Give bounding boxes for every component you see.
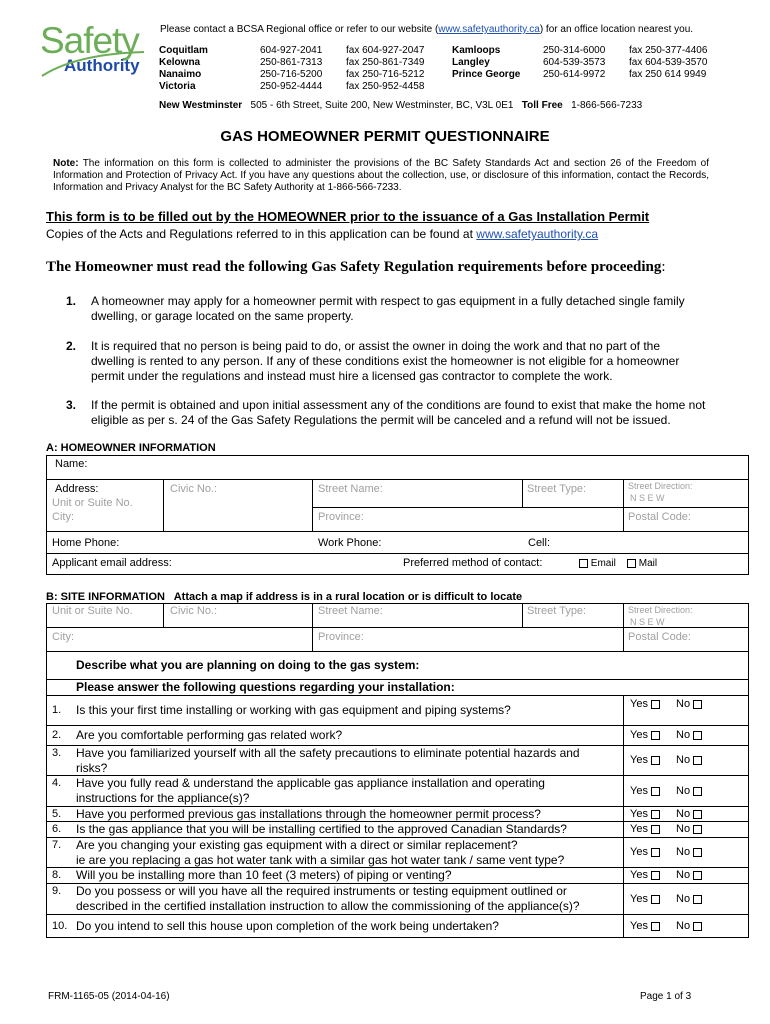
no-checkbox[interactable] bbox=[693, 871, 702, 880]
logo-bottom-text: Authority bbox=[64, 56, 140, 75]
question-number: 1. bbox=[52, 704, 62, 716]
yes-checkbox[interactable] bbox=[651, 922, 660, 931]
privacy-note: Note: The information on this form is collected to administer the provisions of the BC Safety Standards Act and section 26 of the Freedom of Information and Protection of Privacy Act. If you have any questions about the collection, use, or disclosure of this information, contact the Records, Information and Privacy Analyst for the BC Safety Authority at 1-866-566-7233. bbox=[53, 158, 709, 193]
office-city: Kamloops bbox=[452, 45, 501, 56]
offices_right-row bbox=[452, 57, 725, 69]
email-checkbox[interactable] bbox=[579, 559, 588, 568]
name-field[interactable]: Name: bbox=[55, 458, 88, 470]
acts-text: Copies of the Acts and Regulations referred to in this application can be found at www.safetyauthority.ca bbox=[46, 227, 599, 241]
no-checkbox[interactable] bbox=[693, 895, 702, 904]
describe-work-field[interactable]: Describe what you are planning on doing to the gas system: bbox=[76, 658, 420, 672]
question-text: Will you be installing more than 10 feet (3 meters) of piping or venting? bbox=[76, 868, 452, 882]
question-number: 8. bbox=[52, 869, 62, 881]
acts-link[interactable]: www.safetyauthority.ca bbox=[476, 227, 599, 241]
no-checkbox[interactable] bbox=[693, 810, 702, 819]
question-text: Is the gas appliance that you will be installing certified to the approved Canadian Standards? bbox=[76, 822, 567, 836]
no-option[interactable]: No bbox=[676, 698, 702, 710]
work-phone-field[interactable]: Work Phone: bbox=[318, 537, 382, 549]
yes-checkbox[interactable] bbox=[651, 825, 660, 834]
site-province-field[interactable]: Province: bbox=[318, 631, 364, 643]
logo-swoosh-icon bbox=[36, 46, 146, 80]
question-text-continued: described in the certified installation instruction to allow the commissioning of the appliance(s)? bbox=[76, 899, 580, 913]
no-option[interactable]: No bbox=[676, 754, 702, 766]
offices_left-row bbox=[159, 57, 442, 69]
no-checkbox[interactable] bbox=[693, 825, 702, 834]
offices_left-row bbox=[159, 81, 442, 93]
requirement-text: It is required that no person is being paid to do, or assist the owner in doing the work and that no part of the bbox=[91, 339, 661, 353]
question-number: 9. bbox=[52, 885, 62, 897]
yes-option[interactable]: Yes bbox=[630, 920, 660, 932]
no-option[interactable]: No bbox=[676, 869, 702, 881]
office-city: Victoria bbox=[159, 81, 196, 92]
contact-note: Please contact a BCSA Regional office or refer to our website (www.safetyauthority.ca) for an office location nearest you. bbox=[160, 24, 694, 35]
new-westminster-line: New Westminster 505 - 6th Street, Suite 200, New Westminster, BC, V3L 0E1 Toll Free 1-866-566-7233 bbox=[159, 100, 643, 111]
question-number: 7. bbox=[52, 839, 62, 851]
province-field[interactable]: Province: bbox=[318, 511, 364, 523]
question-text: Do you possess or will you have all the required instruments or testing equipment outlined or bbox=[76, 884, 567, 898]
question-number: 10. bbox=[52, 920, 68, 932]
question-text: Do you intend to sell this house upon completion of the work being undertaken? bbox=[76, 919, 499, 933]
requirement-text: permit under the regulations and instead must hire a licensed gas contractor to complete the work. bbox=[91, 369, 613, 383]
question-text: Have you fully read & understand the applicable gas appliance installation and operating bbox=[76, 776, 545, 790]
no-checkbox[interactable] bbox=[693, 756, 702, 765]
office-city: Langley bbox=[452, 57, 490, 68]
requirement-text: dwelling is rented to any person. If any of these conditions exist the homeowner is not eligible for a homeowner bbox=[91, 354, 680, 368]
site-street-type-field[interactable]: Street Type: bbox=[527, 605, 587, 617]
website-link[interactable]: www.safetyauthority.ca bbox=[438, 24, 540, 35]
office-phone: 604-927-2041 bbox=[260, 45, 323, 56]
mail-option[interactable]: Mail bbox=[624, 557, 657, 570]
yes-checkbox[interactable] bbox=[651, 895, 660, 904]
question-text-continued: risks? bbox=[76, 761, 108, 775]
site-unit-field[interactable]: Unit or Suite No. bbox=[52, 605, 133, 617]
office-fax: fax 250-716-5212 bbox=[346, 69, 425, 80]
question-number: 4. bbox=[52, 777, 62, 789]
page-title: GAS HOMEOWNER PERMIT QUESTIONNAIRE bbox=[220, 128, 550, 145]
question-number: 6. bbox=[52, 823, 62, 835]
yes-checkbox[interactable] bbox=[651, 756, 660, 765]
office-phone: 250-861-7313 bbox=[260, 57, 323, 68]
logo-top-text: Safety bbox=[40, 20, 139, 61]
yes-checkbox[interactable] bbox=[651, 848, 660, 857]
offices_right-row bbox=[452, 45, 725, 57]
requirement-text: dwelling, or garage located on the same property. bbox=[91, 309, 354, 323]
page-number: Page 1 of 3 bbox=[640, 991, 692, 1002]
question-text: Are you comfortable performing gas related work? bbox=[76, 728, 343, 742]
office-phone: 250-716-5200 bbox=[260, 69, 323, 80]
email-address-field[interactable]: Applicant email address: bbox=[52, 557, 172, 569]
offices-right bbox=[452, 45, 725, 81]
requirement-text: eligible as per s. 24 of the Gas Safety Regulations the permit will be canceled and a refund will not be issued. bbox=[91, 413, 671, 427]
no-option[interactable]: No bbox=[676, 920, 702, 932]
office-city: Coquitlam bbox=[159, 45, 208, 56]
office-fax: fax 250-861-7349 bbox=[346, 57, 425, 68]
yes-option[interactable]: Yes bbox=[630, 729, 660, 741]
yes-option[interactable]: Yes bbox=[630, 893, 660, 905]
no-option[interactable]: No bbox=[676, 729, 702, 741]
requirement-number: 1. bbox=[66, 294, 77, 308]
yes-checkbox[interactable] bbox=[651, 871, 660, 880]
nsew-label: N S E W bbox=[630, 493, 665, 503]
office-phone: 250-314-6000 bbox=[543, 45, 606, 56]
logo bbox=[36, 20, 146, 80]
question-number: 2. bbox=[52, 729, 62, 741]
postal-code-field[interactable]: Postal Code: bbox=[628, 511, 691, 523]
requirement-number: 3. bbox=[66, 398, 77, 412]
office-phone: 250-614-9972 bbox=[543, 69, 606, 80]
street-direction-field[interactable]: Street Direction: bbox=[628, 481, 693, 491]
instruction-heading: This form is to be filled out by the HOMEOWNER prior to the issuance of a Gas Installation Permit bbox=[46, 209, 650, 224]
office-fax: fax 604-927-2047 bbox=[346, 45, 425, 56]
no-checkbox[interactable] bbox=[693, 922, 702, 931]
no-checkbox[interactable] bbox=[693, 700, 702, 709]
offices_right-row bbox=[452, 69, 725, 81]
office-fax: fax 250-377-4406 bbox=[629, 45, 708, 56]
street-type-field[interactable]: Street Type: bbox=[527, 483, 587, 495]
section-a-heading: A: HOMEOWNER INFORMATION bbox=[46, 442, 216, 454]
offices_left-row bbox=[159, 45, 442, 57]
no-checkbox[interactable] bbox=[693, 848, 702, 857]
yes-option[interactable]: Yes bbox=[630, 846, 660, 858]
office-phone: 250-952-4444 bbox=[260, 81, 323, 92]
office-city: Prince George bbox=[452, 69, 521, 80]
offices-left bbox=[159, 45, 442, 93]
question-number: 5. bbox=[52, 808, 62, 820]
yes-checkbox[interactable] bbox=[651, 731, 660, 740]
yes-option[interactable]: Yes bbox=[630, 754, 660, 766]
office-fax: fax 250-952-4458 bbox=[346, 81, 425, 92]
no-option[interactable]: No bbox=[676, 808, 702, 820]
office-fax: fax 604-539-3570 bbox=[629, 57, 708, 68]
no-checkbox[interactable] bbox=[693, 787, 702, 796]
office-fax: fax 250 614 9949 bbox=[629, 69, 707, 80]
yes-checkbox[interactable] bbox=[651, 700, 660, 709]
question-text: Are you changing your existing gas equipment with a direct or similar replacement? bbox=[76, 838, 518, 852]
home-phone-field[interactable]: Home Phone: bbox=[52, 537, 120, 549]
office-city: Kelowna bbox=[159, 57, 201, 68]
site-nsew-label: N S E W bbox=[630, 617, 665, 627]
offices_left-row bbox=[159, 69, 442, 81]
question-text: Have you performed previous gas installations through the homeowner permit process? bbox=[76, 807, 541, 821]
question-text-continued: ie are you replacing a gas hot water tank with a similar gas hot water tank / same vent type? bbox=[76, 853, 565, 867]
yes-option[interactable]: Yes bbox=[630, 785, 660, 797]
yes-option[interactable]: Yes bbox=[630, 698, 660, 710]
yes-checkbox[interactable] bbox=[651, 787, 660, 796]
mail-checkbox[interactable] bbox=[627, 559, 636, 568]
requirement-text: A homeowner may apply for a homeowner permit with respect to gas equipment in a fully detached single family bbox=[91, 294, 685, 308]
no-option[interactable]: No bbox=[676, 893, 702, 905]
office-city: Nanaimo bbox=[159, 69, 202, 80]
form-id: FRM-1165-05 (2014-04-16) bbox=[48, 991, 170, 1002]
street-name-field[interactable]: Street Name: bbox=[318, 483, 383, 495]
yes-option[interactable]: Yes bbox=[630, 823, 660, 835]
question-text: Is this your first time installing or working with gas equipment and piping systems? bbox=[76, 703, 511, 717]
address-label: Address: bbox=[55, 483, 99, 495]
requirement-text: If the permit is obtained and upon initial assessment any of the conditions are found to exist that make the home not bbox=[91, 398, 706, 412]
site-street-name-field[interactable]: Street Name: bbox=[318, 605, 383, 617]
question-number: 3. bbox=[52, 747, 62, 759]
email-option[interactable]: Email bbox=[576, 557, 616, 570]
no-option[interactable]: No bbox=[676, 823, 702, 835]
answer-questions-label: Please answer the following questions regarding your installation: bbox=[76, 680, 455, 694]
question-text: Have you familiarized yourself with all the safety precautions to eliminate potential hazards and bbox=[76, 746, 580, 760]
regulations-heading: The Homeowner must read the following Gas Safety Regulation requirements before proceeding: bbox=[46, 259, 666, 275]
no-option[interactable]: No bbox=[676, 785, 702, 797]
requirement-number: 2. bbox=[66, 339, 77, 353]
office-phone: 604-539-3573 bbox=[543, 57, 606, 68]
site-city-field[interactable]: City: bbox=[52, 631, 74, 643]
no-option[interactable]: No bbox=[676, 846, 702, 858]
site-street-direction-field[interactable]: Street Direction: bbox=[628, 605, 693, 615]
no-checkbox[interactable] bbox=[693, 731, 702, 740]
city-field[interactable]: City: bbox=[52, 511, 74, 523]
question-text-continued: instructions for the appliance(s)? bbox=[76, 791, 250, 805]
site-postal-code-field[interactable]: Postal Code: bbox=[628, 631, 691, 643]
yes-option[interactable]: Yes bbox=[630, 808, 660, 820]
section-b-heading: B: SITE INFORMATION Attach a map if address is in a rural location or is difficult to locate bbox=[46, 591, 523, 603]
site-civic-field[interactable]: Civic No.: bbox=[170, 605, 218, 617]
yes-option[interactable]: Yes bbox=[630, 869, 660, 881]
cell-field[interactable]: Cell: bbox=[528, 537, 551, 549]
civic-field[interactable]: Civic No.: bbox=[170, 483, 218, 495]
unit-field[interactable]: Unit or Suite No. bbox=[52, 497, 133, 509]
yes-checkbox[interactable] bbox=[651, 810, 660, 819]
preferred-contact-label: Preferred method of contact: bbox=[403, 557, 543, 569]
